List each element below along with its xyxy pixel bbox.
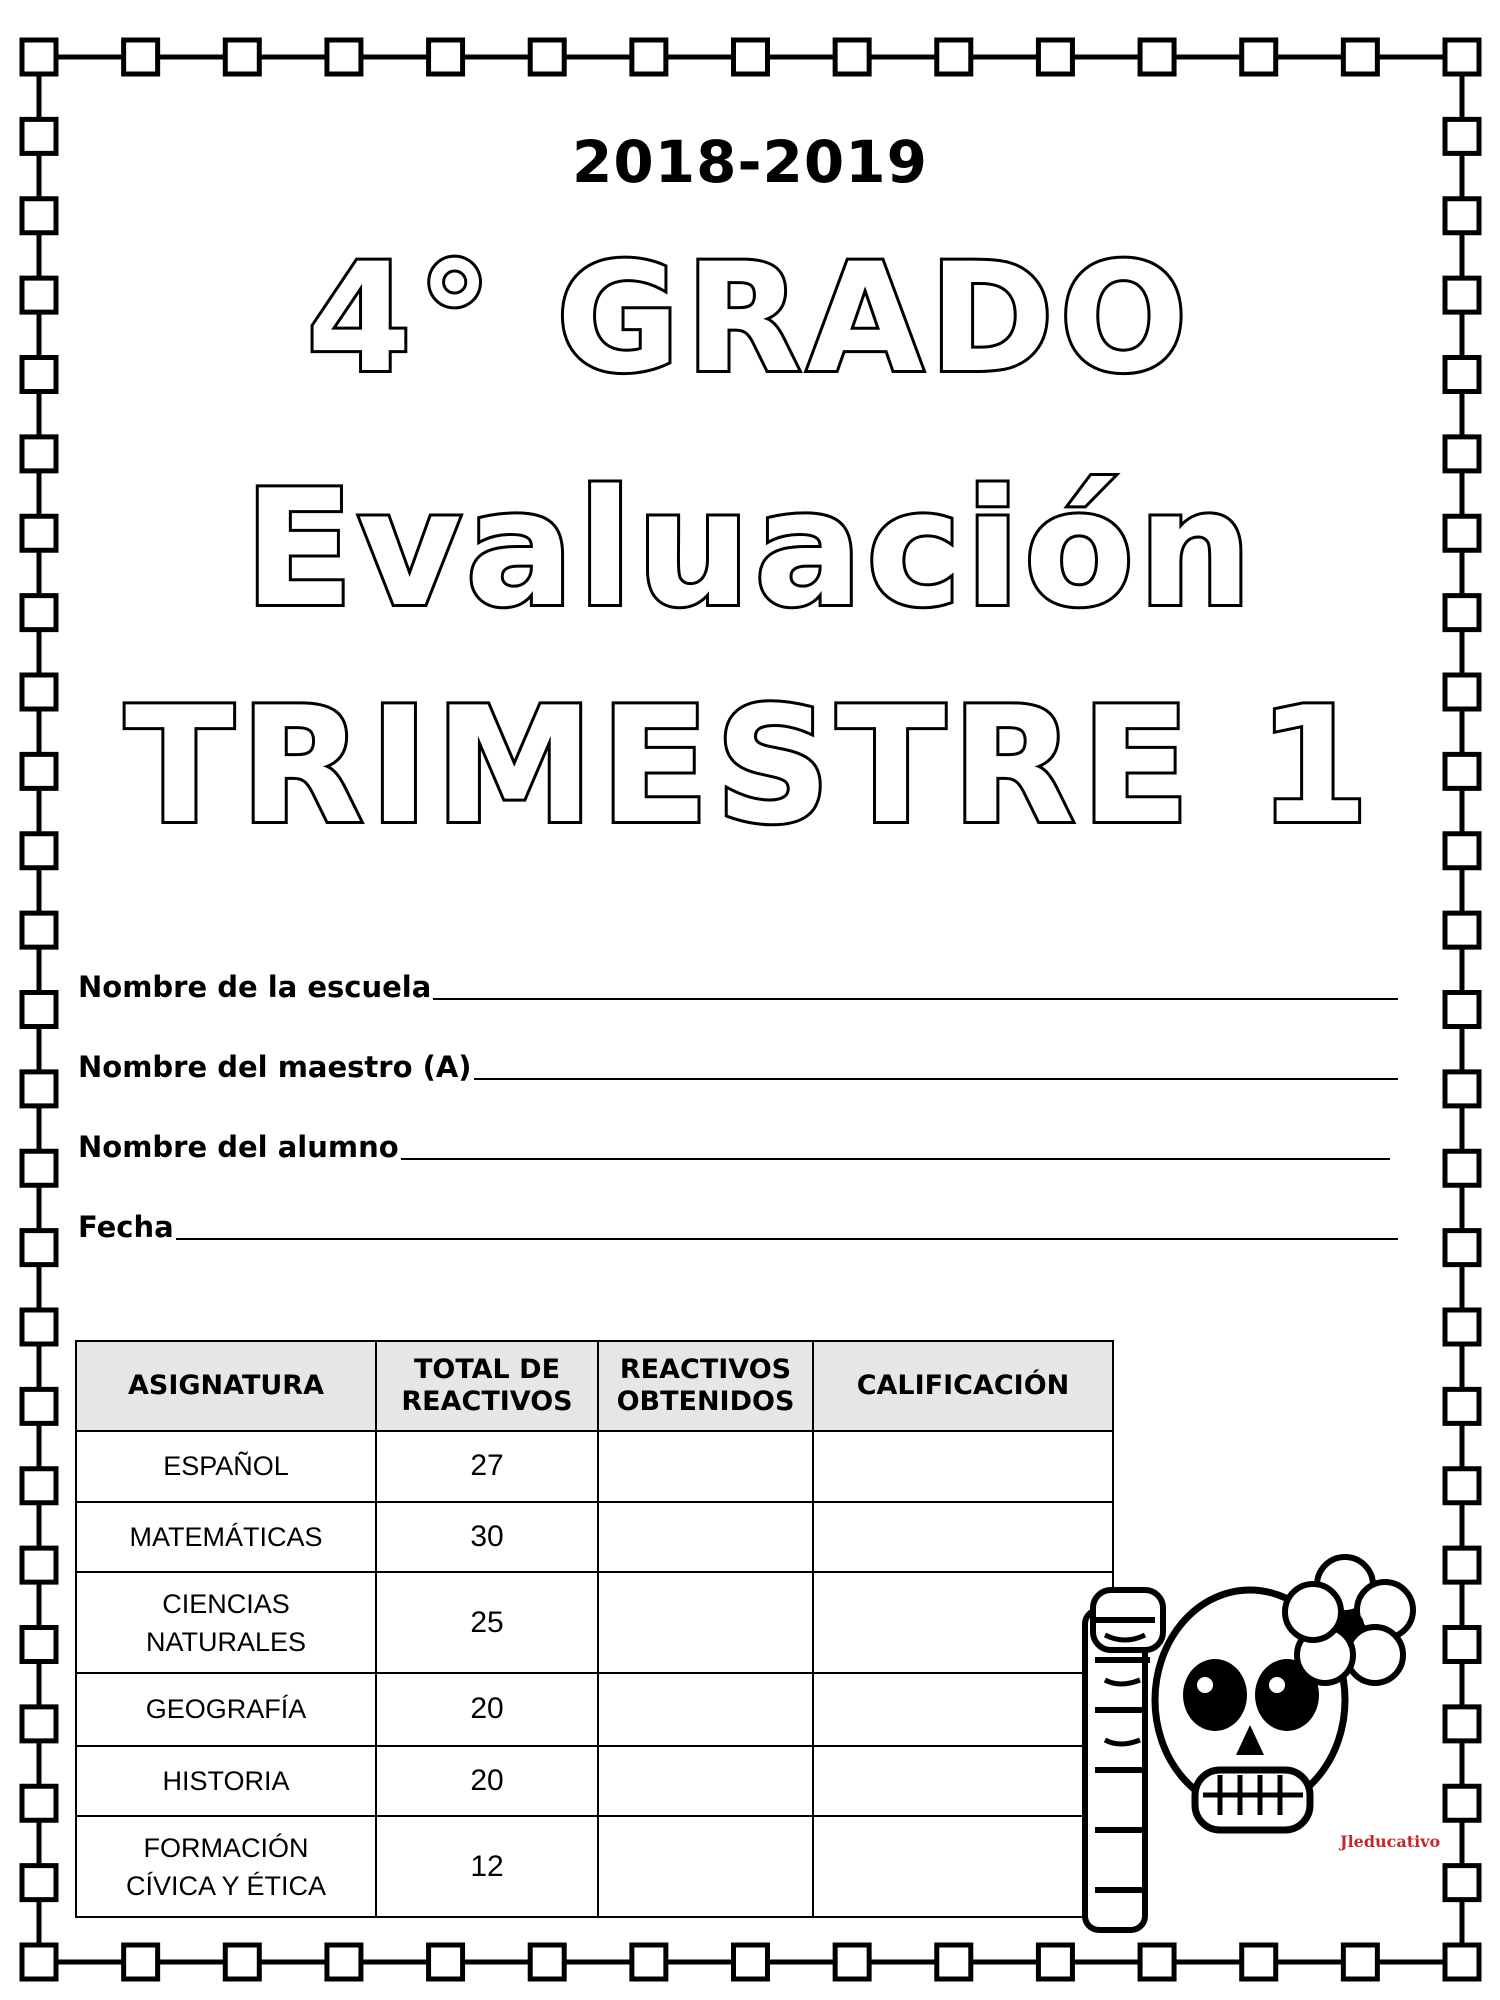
subject-cell: MATEMÁTICAS (76, 1502, 376, 1573)
grade-title: 4° GRADO (306, 232, 1194, 406)
obtained-cell[interactable] (598, 1502, 813, 1573)
student-name-field[interactable] (78, 1122, 1390, 1162)
date-label: Fecha (78, 1210, 174, 1244)
table-row (76, 1673, 1113, 1746)
header-subject: ASIGNATURA (76, 1341, 376, 1431)
grade-cell[interactable] (813, 1572, 1113, 1673)
evaluation-title: Evaluación (244, 455, 1256, 642)
grades-table (75, 1340, 1114, 1918)
school-year: 2018-2019 (572, 128, 928, 196)
teacher-name-label: Nombre del maestro (A) (78, 1050, 472, 1084)
skull-with-flower-icon (1075, 1540, 1425, 1970)
date-line[interactable] (176, 1237, 1398, 1240)
student-name-label: Nombre del alumno (78, 1130, 399, 1164)
teacher-name-field[interactable] (78, 1042, 1398, 1082)
table-row (76, 1572, 1113, 1673)
teacher-name-line[interactable] (474, 1077, 1398, 1080)
grade-cell[interactable] (813, 1502, 1113, 1573)
obtained-cell[interactable] (598, 1572, 813, 1673)
header-obtained: REACTIVOS OBTENIDOS (598, 1341, 813, 1431)
school-name-line[interactable] (433, 997, 1398, 1000)
obtained-cell[interactable] (598, 1431, 813, 1502)
total-cell: 25 (376, 1572, 598, 1673)
grade-cell[interactable] (813, 1673, 1113, 1746)
total-cell: 20 (376, 1746, 598, 1817)
table-row (76, 1746, 1113, 1817)
subject-cell: GEOGRAFÍA (76, 1673, 376, 1746)
table-row (76, 1502, 1113, 1573)
total-cell: 30 (376, 1502, 598, 1573)
subject-cell: HISTORIA (76, 1746, 376, 1817)
grade-cell[interactable] (813, 1746, 1113, 1817)
obtained-cell[interactable] (598, 1673, 813, 1746)
subject-cell: FORMACIÓN CÍVICA Y ÉTICA (76, 1816, 376, 1917)
date-field[interactable] (78, 1202, 1398, 1242)
obtained-cell[interactable] (598, 1746, 813, 1817)
table-header-row (76, 1341, 1113, 1431)
obtained-cell[interactable] (598, 1816, 813, 1917)
header-grade: CALIFICACIÓN (813, 1341, 1113, 1431)
grade-cell[interactable] (813, 1816, 1113, 1917)
publisher-logo: Jleducativo (1340, 1832, 1441, 1851)
total-cell: 20 (376, 1673, 598, 1746)
school-name-field[interactable] (78, 962, 1398, 1002)
subject-cell: CIENCIAS NATURALES (76, 1572, 376, 1673)
subject-cell: ESPAÑOL (76, 1431, 376, 1502)
table-row (76, 1816, 1113, 1917)
total-cell: 12 (376, 1816, 598, 1917)
header-total: TOTAL DE REACTIVOS (376, 1341, 598, 1431)
total-cell: 27 (376, 1431, 598, 1502)
table-row (76, 1431, 1113, 1502)
student-name-line[interactable] (401, 1157, 1390, 1160)
school-name-label: Nombre de la escuela (78, 970, 432, 1004)
term-title: TRIMESTRE 1 (124, 672, 1376, 859)
grade-cell[interactable] (813, 1431, 1113, 1502)
